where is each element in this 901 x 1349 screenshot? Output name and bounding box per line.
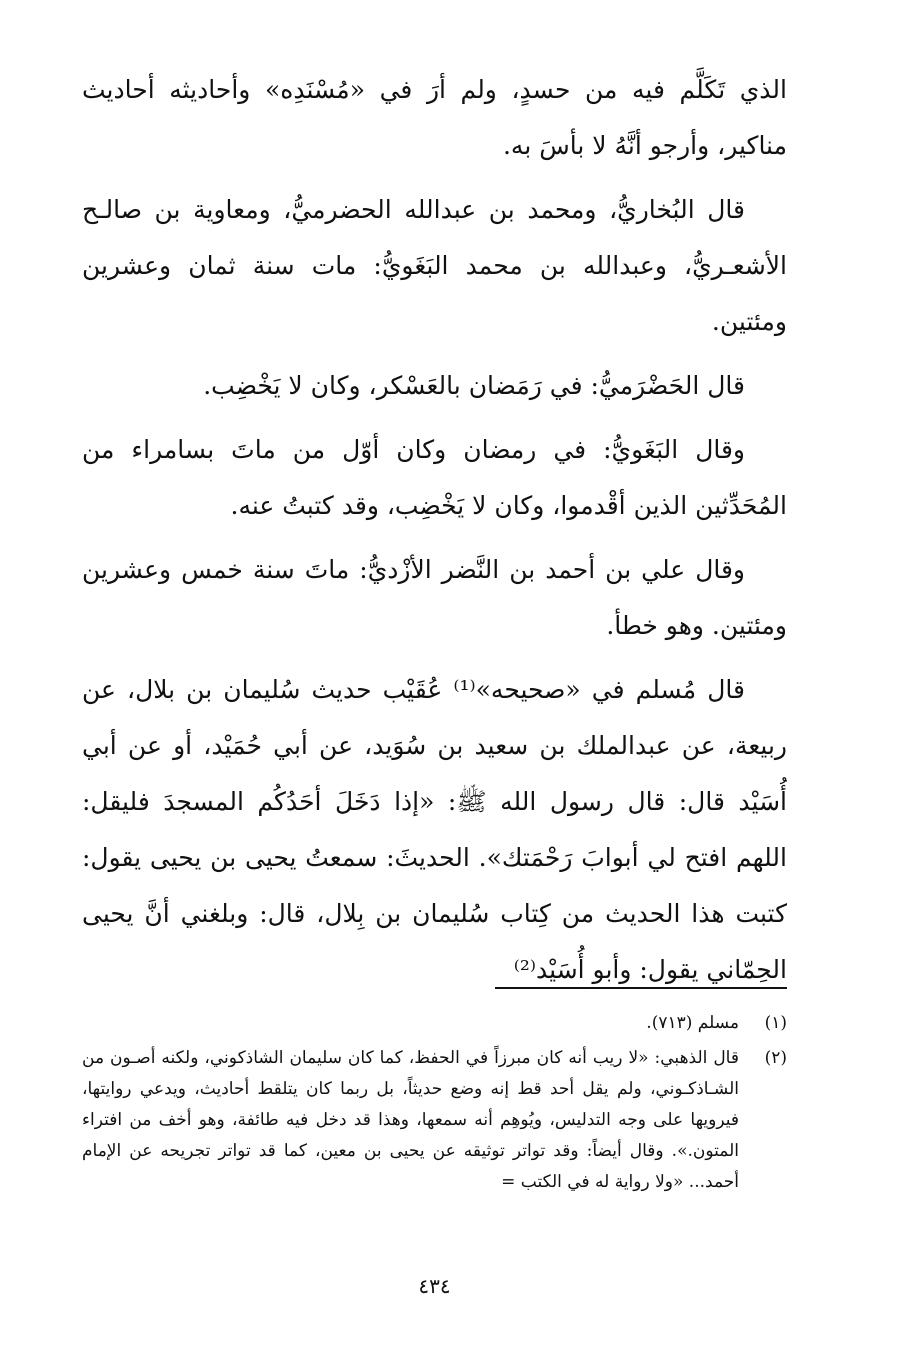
footnote-2 (82, 1043, 787, 1198)
page (82, 62, 787, 1298)
paragraph-2: قال البُخاريُّ، ومحمد بن عبدالله الحضرميُّ، ومعاوية بن صالـح الأشعـريُّ، وعبدالله بن محمد البَغَويُّ: مات سنة ثمان وعشرين ومئتين. (82, 195, 787, 336)
paragraph-6: قال مُسلم في «صحيحه»⁽¹⁾ عُقَيْب حديث سُليمان بن بلال، عن ربيعة، عن عبدالملك بن سعيد بن سُوَيد، عن أبي حُمَيْد، أو عن أبي أُسَيْد قال: قال رسول الله ﷺ: «إذا دَخَلَ أحَدُكُم المسجدَ فليقل: اللهم افتح لي أبوابَ رَحْمَتك». الحديثَ: سمعتُ يحيى بن يحيى يقول: كتبت هذا الحديث من كِتاب سُليمان بن بِلال، قال: وبلغني أنَّ يحيى الحِمّاني يقول: وأبو أُسَيْد⁽²⁾ (82, 675, 787, 984)
paragraph-3: قال الحَضْرَميُّ: في رَمَضان بالعَسْكر، وكان لا يَخْضِب. (203, 371, 745, 400)
main-text (82, 62, 787, 998)
footnote-divider (495, 987, 787, 989)
page-number: ٤٣٤ (418, 1274, 451, 1298)
footnote-text: قال الذهبي: «لا ريب أنه كان مبرزاً في الحفظ، كما كان سليمان الشاذكوني، ولكنه أصـون من الشـاذكـوني، ولم يقل أحد قط إنه وضع حديثاً، بل ربما كان يتلقط أحاديث، ويدعي روايتها، فيرويها على وجه التدليس، ويُوهِم أنه سمعها، وهذا قد دخل فيه طائفة، وهو أخف من افتراء المتون.». وقال أيضاً: وقد تواتر توثيقه عن يحيى بن معين، كما قد تواتر تجريحه عن الإمام أحمد... «ولا رواية له في الكتب = (82, 1048, 739, 1192)
footnote-text: مسلم (٧١٣). (646, 1013, 739, 1033)
paragraph-5: وقال علي بن أحمد بن النَّضر الأزْديُّ: ماتَ سنة خمس وعشرين ومئتين. وهو خطأ. (82, 555, 787, 640)
footnote-1 (82, 1008, 787, 1039)
footnote-number: (٢) (764, 1048, 787, 1068)
footnotes (82, 1008, 787, 1202)
paragraph-4: وقال البَغَويُّ: في رمضان وكان أوّل من ماتَ بسامراء من المُحَدِّثين الذين أقْدموا، وكان لا يَخْضِب، وقد كتبتُ عنه. (82, 435, 787, 520)
paragraph-1: الذي تَكَلَّم فيه من حسدٍ، ولم أرَ في «مُسْنَدِه» وأحاديثه أحاديث مناكير، وأرجو أنَّهُ لا بأسَ به. (82, 75, 787, 160)
footnote-number: (١) (764, 1013, 787, 1033)
